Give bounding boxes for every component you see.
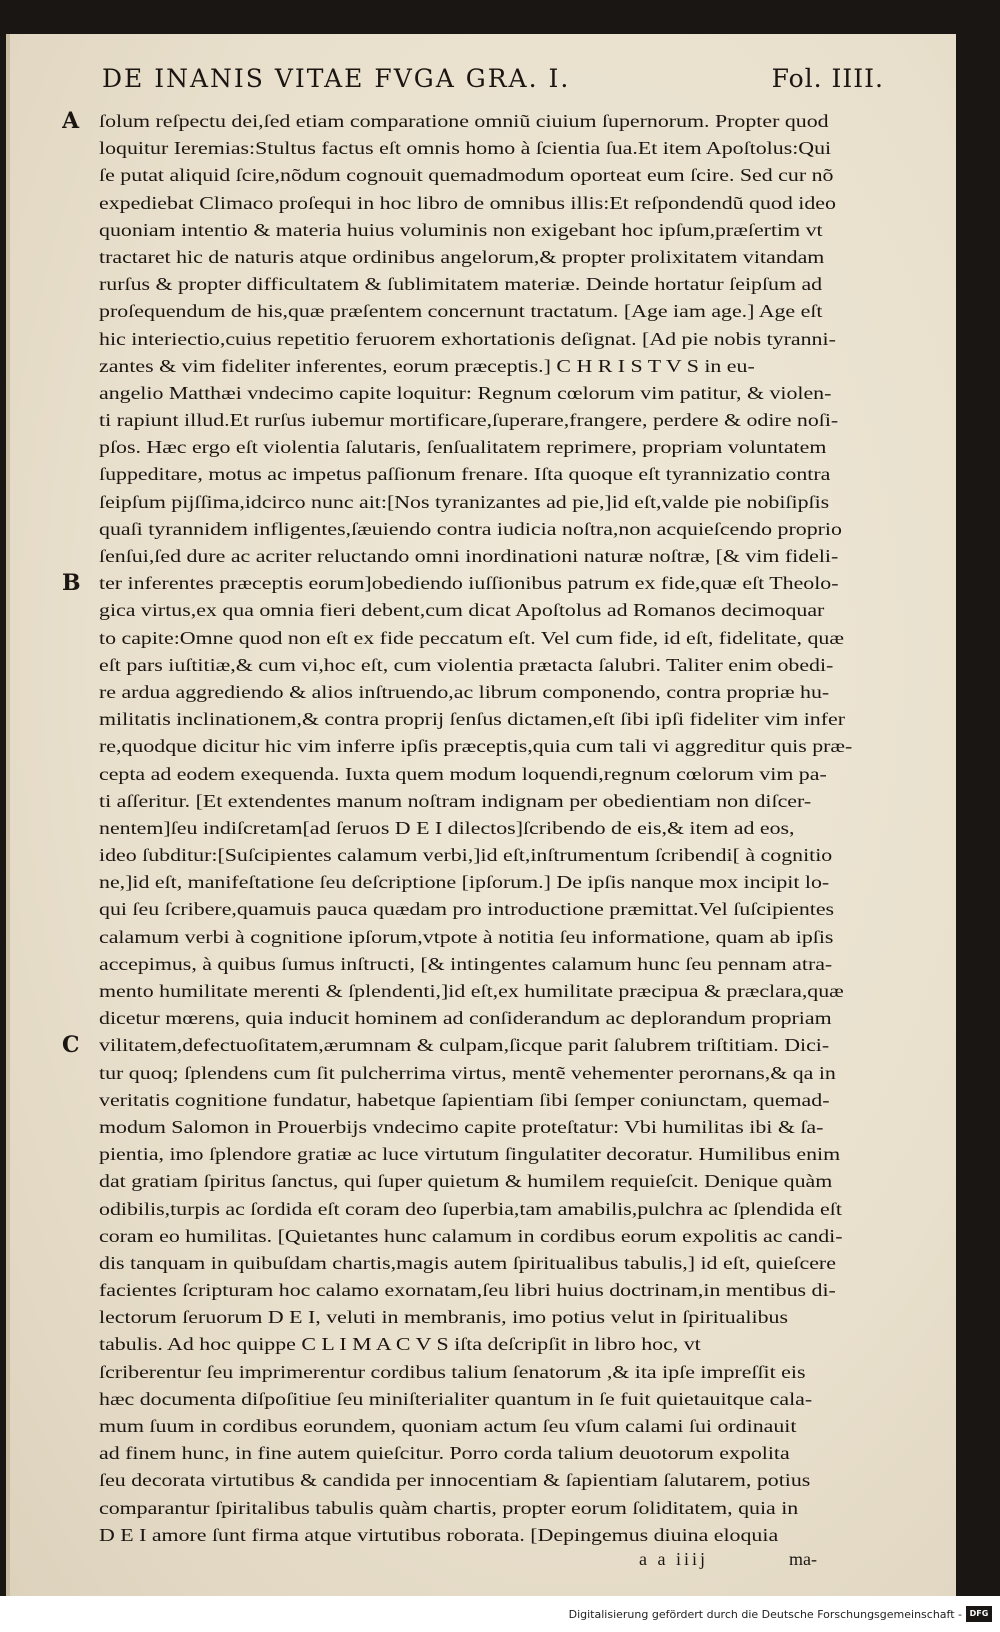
line-text: modum Salomon in Prouerbijs vndecimo capite proteſtatur: Vbi humilitas ibi & ſa- — [99, 1116, 824, 1137]
text-line — [62, 1386, 932, 1413]
text-line — [62, 924, 932, 951]
line-text: coram eo humilitas. [Quietantes hunc calamum in cordibus eorum expolitis ac candi- — [99, 1225, 843, 1246]
line-text: militatis inclinationem,& contra proprij ſenſus dictamen,eſt ſibi ipſi fideliter vim infer — [99, 709, 846, 730]
text-line — [62, 217, 932, 244]
line-text: ad finem hunc, in fine autem quieſcitur. Porro corda talium deuotorum expolita — [99, 1443, 790, 1464]
line-text: rurſus & propter difficultatem & ſublimitatem materiæ. Deinde hortatur ſeipſum ad — [99, 274, 823, 295]
text-line — [62, 896, 932, 923]
text-line — [62, 1413, 932, 1440]
line-text: pſos. Hæc ergo eſt violentia ſalutaris, ſenſualitatem reprimere, propriam voluntatem — [99, 437, 827, 458]
text-line — [62, 1141, 932, 1168]
line-text: tur quoq; ſplendens cum ſit pulcherrima virtus, mentẽ vehementer perornans,& qa in — [99, 1062, 836, 1083]
text-line — [62, 1331, 932, 1358]
line-text: proſequendum de his,quæ præſentem concernunt tractatum. [Age iam age.] Age eſt — [99, 301, 823, 322]
text-line — [62, 298, 932, 325]
text-line — [62, 842, 932, 869]
text-line — [62, 815, 932, 842]
text-line — [62, 1495, 932, 1522]
line-text: lectorum ſeruorum D E I, veluti in membranis, imo potius velut in ſpiritualibus — [99, 1307, 788, 1328]
text-line — [62, 978, 932, 1005]
running-head — [102, 64, 942, 100]
text-line — [62, 869, 932, 896]
text-line — [62, 570, 932, 597]
text-line — [62, 353, 932, 380]
text-line — [62, 951, 932, 978]
line-text: comparantur ſpiritalibus tabulis quàm chartis, propter eorum ſoliditatem, quia in — [99, 1497, 799, 1518]
line-text: pientia, imo ſplendore gratiæ ac luce virtutum ſingulatiter decoratur. Humilibus enim — [99, 1144, 841, 1165]
line-text: expediebat Climaco proſequi in hoc libro de omnibus illis:Et reſpondendũ quod ideo — [99, 192, 836, 213]
text-line — [62, 1060, 932, 1087]
signature-line — [99, 1549, 956, 1577]
section-marker: A — [62, 108, 80, 134]
line-text: ti rapiunt illud.Et rurſus iubemur mortificare,ſuperare,frangere, perdere & odire noſi- — [99, 410, 839, 431]
line-text: quoniam intentio & materia huius voluminis non exigebant hoc ipſum,præſertim vt — [99, 219, 823, 240]
line-text: re ardua aggrediendo & alios inſtruendo,ac librum componendo, contra propriæ hu- — [99, 681, 830, 702]
line-text: ſolum reſpectu dei,ſed etiam comparatione omniũ ciuium ſupernorum. Propter quod — [99, 111, 829, 131]
text-line — [62, 162, 932, 189]
line-text: ſeipſum pijſſima,idcirco nunc ait:[Nos tyranizantes ad pie,]id eſt,valde pie nobiſipſis — [99, 491, 830, 512]
text-line — [62, 135, 932, 162]
line-text: ter inferentes præceptis eorum]obediendo iuſſionibus patrum ex fide,quæ eſt Theolo- — [99, 573, 839, 594]
line-text: calamum verbi à cognitione ipſorum,vtpote à notitia ſeu informatione, quam ab ipſis — [99, 926, 834, 947]
signature-mark: a a iiij — [639, 1548, 708, 1569]
text-line — [62, 434, 932, 461]
text-line — [62, 761, 932, 788]
line-text: eſt pars iuſtitiæ,& cum vi,hoc eſt, cum violentia prætacta ſalubri. Taliter enim obedi- — [99, 654, 834, 675]
text-line — [62, 271, 932, 298]
line-text: cepta ad eodem exequenda. Iuxta quem modum loquendi,regnum cœlorum vim pa- — [99, 763, 827, 784]
text-line — [62, 733, 932, 760]
line-text: angelio Matthæi vndecimo capite loquitur: Regnum cœlorum vim patitur, & violen- — [99, 382, 832, 403]
line-text: nentem]ſeu indiſcretam[ad ſeruos D E I dilectos]ſcribendo de eis,& item ad eos, — [99, 817, 795, 838]
catchword: ma- — [789, 1548, 817, 1569]
text-line — [62, 1359, 932, 1386]
text-line — [62, 679, 932, 706]
text-line — [62, 1196, 932, 1223]
text-line — [62, 652, 932, 679]
text-line — [62, 543, 932, 570]
text-line — [62, 407, 932, 434]
line-text: vilitatem,defectuoſitatem,ærumnam & culpam,ſicque parit ſalubrem triſtitiam. Dici- — [99, 1035, 830, 1056]
line-text: qui ſeu ſcribere,quamuis pauca quædam pro introductione præmittat.Vel ſuſcipientes — [99, 899, 835, 920]
line-text: ſuppeditare, motus ac impetus paſſionum frenare. Iſta quoque eſt tyrannizatio contra — [99, 464, 831, 485]
line-text: D E I amore ſunt firma atque virtutibus roborata. [Depingemus diuina eloquia — [99, 1524, 779, 1545]
section-marker: C — [62, 1032, 80, 1059]
line-text: ſcriberentur ſeu imprimerentur cordibus talium ſenatorum ,& ita ipſe impreſſit eis — [99, 1361, 806, 1382]
line-text: tractaret hic de naturis atque ordinibus angelorum,& propter prolixitatem vitandam — [99, 246, 825, 267]
line-text: hæc documenta diſpoſitiue ſeu miniſterialiter quantum in ſe fuit quietauitque cala- — [99, 1388, 813, 1409]
dfg-logo-icon: DFG — [966, 1606, 992, 1622]
line-text: tabulis. Ad hoc quippe C L I M A C V S iſta deſcripſit in libro hoc, vt — [99, 1334, 701, 1355]
text-line — [62, 597, 932, 624]
line-text: dicetur mœrens, quia inducit hominem ad conſiderandum ac deplorandum propriam — [99, 1008, 832, 1029]
line-text: ſeu decorata virtutibus & candida per innocentiam & ſapientiam ſalutarem, potius — [99, 1470, 811, 1491]
text-line — [62, 1467, 932, 1494]
text-line — [62, 1223, 932, 1250]
credit-text: Digitalisierung gefördert durch die Deutsche Forschungsgemeinschaft - — [568, 1608, 962, 1621]
text-line — [62, 1005, 932, 1032]
text-line — [62, 1522, 932, 1549]
text-line — [62, 1304, 932, 1331]
text-line — [62, 190, 932, 217]
text-line — [62, 1250, 932, 1277]
text-line — [62, 244, 932, 271]
text-line — [62, 461, 932, 488]
line-text: accepimus, à quibus ſumus inſtructi, [& intingentes calamum hunc ſeu pennam atra- — [99, 953, 833, 974]
section-marker: B — [62, 570, 81, 597]
folio-number: Fol. IIII. — [771, 64, 884, 93]
credit-bar — [0, 1596, 1000, 1632]
text-line — [62, 1277, 932, 1304]
book-page — [6, 34, 956, 1600]
text-line — [62, 1032, 932, 1059]
running-title: DE INANIS VITAE FVGA GRA. I. — [102, 64, 571, 93]
line-text: hic interiectio,cuius repetitio feruorem exhortationis deſignat. [Ad pie nobis tyranni- — [99, 328, 836, 349]
line-text: to capite:Omne quod non eſt ex fide peccatum eſt. Vel cum fide, id eſt, fidelitate, quæ — [99, 627, 844, 648]
line-text: gica virtus,ex qua omnia fieri debent,cum dicat Apoſtolus ad Romanos decimoquar — [99, 600, 825, 621]
line-text: veritatis cognitione fundatur, habetque ſapientiam ſibi ſemper coniunctam, quemad- — [99, 1089, 830, 1110]
text-line — [62, 1440, 932, 1467]
text-line — [62, 706, 932, 733]
text-block — [62, 108, 932, 1577]
line-text: dis tanquam in quibuſdam chartis,magis autem ſpiritualibus tabulis,] id eſt, quieſcere — [99, 1252, 836, 1273]
line-text: ſenſui,ſed dure ac acriter reluctando omni inordinationi naturæ noſtræ, [& vim fideli- — [99, 546, 839, 566]
text-line — [62, 516, 932, 543]
text-line — [62, 326, 932, 353]
text-line — [62, 1087, 932, 1114]
line-text: ne,]id eſt, manifeſtatione ſeu deſcriptione [ipſorum.] De ipſis nanque mox incipit lo- — [99, 872, 830, 893]
line-text: dat gratiam ſpiritus ſanctus, qui ſuper quietum & humilem requieſcit. Denique quàm — [99, 1171, 833, 1192]
line-text: re,quodque dicitur hic vim inferre ipſis præceptis,quia cum tali vi aggreditur quis præ- — [99, 736, 853, 757]
line-text: ti aſſeritur. [Et extendentes manum noſtram indignam per obedientiam non diſcer- — [99, 790, 812, 811]
line-text: ſe putat aliquid ſcire,nõdum cognouit quemadmodum oporteat eum ſcire. Sed cur nõ — [99, 165, 834, 186]
line-text: loquitur Ieremias:Stultus factus eſt omnis homo à ſcientia ſua.Et item Apoſtolus:Qui — [99, 138, 832, 159]
text-line — [62, 788, 932, 815]
line-text: zantes & vim fideliter inferentes, eorum præceptis.] C H R I S T V S in eu- — [99, 355, 755, 376]
text-line — [62, 1168, 932, 1195]
text-line — [62, 625, 932, 652]
line-text: mento humilitate merenti & ſplendenti,]id eſt,ex humilitate præcipua & præclara,quæ — [99, 981, 844, 1001]
line-text: odibilis,turpis ac ſordida eſt coram deo ſuperbia,tam amabilis,pulchra ac ſplendida eſt — [99, 1198, 842, 1219]
line-text: mum ſuum in cordibus eorundem, quoniam actum ſeu vſum calami ſui ordinauit — [99, 1416, 797, 1436]
line-text: quaſi tyrannidem infligentes,ſæuiendo contra iudicia noſtra,non acquieſcendo proprio — [99, 518, 842, 539]
text-line — [62, 380, 932, 407]
text-line — [62, 489, 932, 516]
line-text: ideo ſubditur:[Suſcipientes calamum verbi,]id eſt,inſtrumentum ſcribendi[ à cognitio — [99, 845, 833, 866]
text-line — [62, 1114, 932, 1141]
text-line — [62, 108, 932, 135]
line-text: facientes ſcripturam hoc calamo exornatam,ſeu libri huius doctrinam,in mentibus di- — [99, 1280, 836, 1301]
